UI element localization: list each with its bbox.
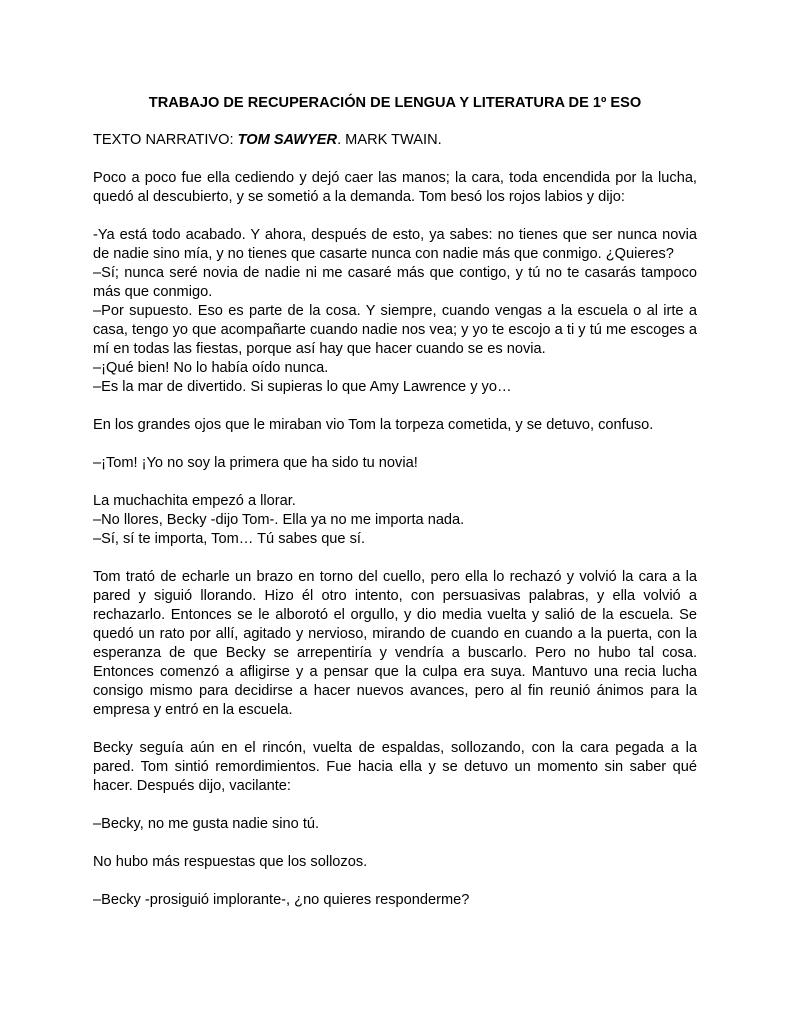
dialogue-group-2: [93, 492, 697, 549]
dialogue-line: –Por supuesto. Eso es parte de la cosa. Y siempre, cuando vengas a la escuela o al irte a casa, tengo yo que acompañarte cuando nadie nos vea; y yo te escojo a ti y tú me escoges a mí en todas las fiestas, porque así hay que hacer cuando se es novia.: [93, 303, 697, 357]
paragraph-5: Becky seguía aún en el rincón, vuelta de espaldas, sollozando, con la cara pegada a la pared. Tom sintió remordimientos. Fue hacia ella y se detuvo un momento sin saber qué hacer. Después dijo, vacilante:: [93, 740, 697, 794]
paragraph-6: –Becky, no me gusta nadie sino tú.: [93, 816, 320, 832]
work-title: TOM SAWYER: [237, 132, 338, 148]
dialogue-line: –Es la mar de divertido. Si supieras lo que Amy Lawrence y yo…: [93, 379, 512, 395]
dialogue-line: La muchachita empezó a llorar.: [93, 493, 296, 509]
paragraph-1: Poco a poco fue ella cediendo y dejó caer las manos; la cara, toda encendida por la lucha, quedó al descubierto, y se sometió a la demanda. Tom besó los rojos labios y dijo:: [93, 170, 697, 205]
paragraph-7: No hubo más respuestas que los sollozos.: [93, 854, 368, 870]
paragraph-3: –¡Tom! ¡Yo no soy la primera que ha sido tu novia!: [93, 455, 418, 471]
dialogue-line: –Sí, sí te importa, Tom… Tú sabes que sí.: [93, 531, 366, 547]
dialogue-line: –Sí; nunca seré novia de nadie ni me casaré más que contigo, y tú no te casarás tampoco más que conmigo.: [93, 265, 697, 300]
document-page: [93, 94, 697, 929]
document-subtitle: [93, 131, 697, 150]
dialogue-group-1: [93, 226, 697, 397]
paragraph-2: En los grandes ojos que le miraban vio Tom la torpeza cometida, y se detuvo, confuso.: [93, 417, 654, 433]
document-title: TRABAJO DE RECUPERACIÓN DE LENGUA Y LITERATURA DE 1º ESO: [148, 95, 642, 111]
dialogue-line: –No llores, Becky -dijo Tom-. Ella ya no me importa nada.: [93, 512, 465, 528]
paragraph-4: Tom trató de echarle un brazo en torno del cuello, pero ella lo rechazó y volvió la cara a la pared y siguió llorando. Hizo él otro intento, con persuasivas palabras, y ella volvió a rechazarlo. Entonces se le alborotó el orgullo, y dio media vuelta y salió de la escuela. Se quedó un rato por allí, agitado y nervioso, mirando de cuando en cuando a la puerta, con la esperanza de que Becky se arrepentiría y vendría a buscarlo. Pero no hubo tal cosa. Entonces comenzó a afligirse y a pensar que la culpa era suya. Mantuvo una recia lucha consigo mismo para decidirse a hacer nuevos avances, pero al fin reunió ánimos para la empresa y entró en la escuela.: [93, 569, 697, 718]
dialogue-line: –¡Qué bien! No lo había oído nunca.: [93, 360, 329, 376]
paragraph-8: –Becky -prosiguió implorante-, ¿no quieres responderme?: [93, 892, 470, 908]
subtitle-suffix: . MARK TWAIN.: [337, 132, 442, 148]
subtitle-prefix: TEXTO NARRATIVO:: [93, 132, 238, 148]
dialogue-line: -Ya está todo acabado. Y ahora, después de esto, ya sabes: no tienes que ser nunca novia de nadie sino mía, y no tienes que casarte nunca con nadie más que conmigo. ¿Quieres?: [93, 227, 697, 262]
